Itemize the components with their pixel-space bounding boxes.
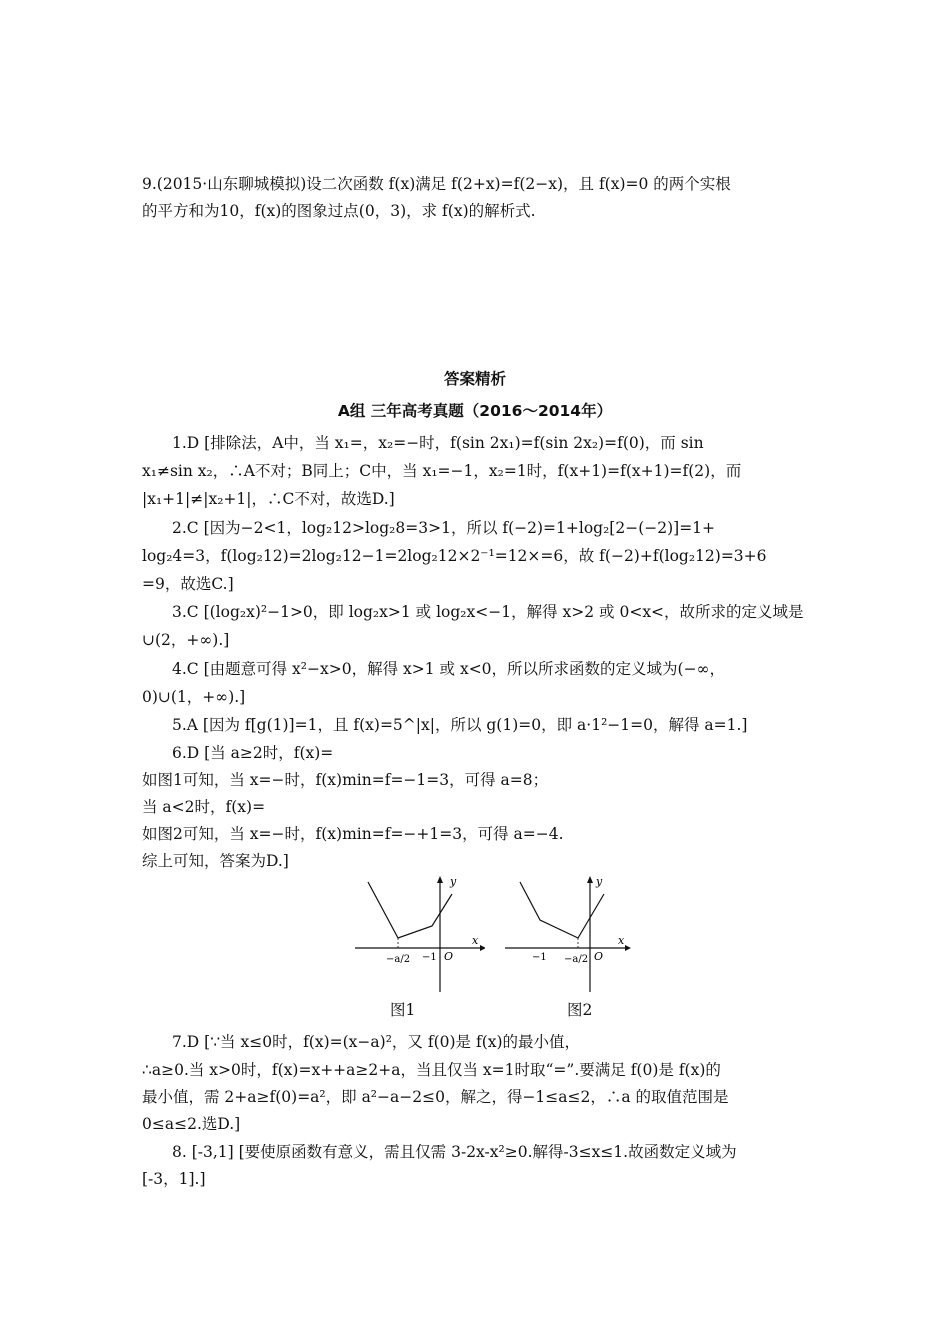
y-axis-label: y bbox=[596, 875, 603, 888]
y-axis-arrow bbox=[587, 876, 593, 883]
figure-2-graph bbox=[500, 872, 635, 997]
answer-6-line-3: 当 a<2时，f(x)= bbox=[142, 798, 266, 816]
answer-7-line-2: ∴a≥0.当 x>0时，f(x)=x++a≥2+a，当且仅当 x=1时取“=”.要满足 f(0)是 f(x)的 bbox=[142, 1061, 721, 1079]
x-axis-arrow bbox=[480, 945, 485, 951]
answer-5-line-1: 5.A [因为 f[g(1)]=1，且 f(x)=5^|x|，所以 g(1)=0，即 a·1²−1=0，解得 a=1.] bbox=[172, 716, 748, 734]
answers-title: 答案精析 bbox=[443, 370, 506, 388]
figure-2-caption: 图2 bbox=[567, 1001, 593, 1019]
answer-2-line-3: =9，故选C.] bbox=[142, 575, 234, 593]
tick-label-neg-1: −1 bbox=[532, 952, 547, 963]
answer-1-line-2: x₁≠sin x₂，∴A不对；B同上；C中，当 x₁=−1，x₂=1时，f(x+1)=f(x+1)=f(2)，而 bbox=[142, 462, 742, 480]
x-axis-label: x bbox=[618, 934, 625, 947]
tick-label-neg-a-half: −a/2 bbox=[564, 954, 589, 965]
group-title: A组 三年高考真题（2016～2014年） bbox=[337, 402, 613, 420]
problem-9-line-2: 的平方和为10，f(x)的图象过点(0，3)，求 f(x)的解析式. bbox=[142, 202, 536, 220]
answer-3-line-1: 3.C [(log₂x)²−1>0，即 log₂x>1 或 log₂x<−1，解得 x>2 或 0<x<，故所求的定义域是 bbox=[172, 603, 804, 621]
answer-7-line-4: 0≤a≤2.选D.] bbox=[142, 1115, 241, 1133]
answer-1-line-3: |x₁+1|≠|x₂+1|，∴C不对，故选D.] bbox=[142, 490, 395, 508]
x-axis-arrow bbox=[625, 945, 631, 951]
answer-4-line-2: 0)∪(1，+∞).] bbox=[142, 688, 246, 706]
function-curve bbox=[520, 882, 604, 938]
y-axis-label: y bbox=[450, 875, 457, 888]
y-axis-arrow bbox=[437, 876, 443, 883]
answer-8-line-1: 8. [-3,1] [要使原函数有意义，需且仅需 3-2x-x²≥0.解得-3≤x≤1.故函数定义域为 bbox=[172, 1143, 737, 1161]
answer-6-line-5: 综上可知，答案为D.] bbox=[142, 852, 289, 870]
function-curve bbox=[368, 882, 452, 938]
answer-8-line-2: [-3，1].] bbox=[142, 1170, 206, 1188]
x-axis-label: x bbox=[472, 934, 479, 947]
tick-label-neg-a-half: −a/2 bbox=[386, 954, 411, 965]
answer-4-line-1: 4.C [由题意可得 x²−x>0，解得 x>1 或 x<0，所以所求函数的定义域为(−∞， bbox=[172, 660, 725, 678]
answer-6-line-4: 如图2可知，当 x=−时，f(x)min=f=−+1=3，可得 a=−4. bbox=[142, 825, 564, 843]
answer-7-line-3: 最小值，需 2+a≥f(0)=a²，即 a²−a−2≤0，解之，得−1≤a≤2，∴a 的取值范围是 bbox=[142, 1088, 729, 1106]
figure-1-caption: 图1 bbox=[390, 1001, 416, 1019]
answer-7-line-1: 7.D [∵当 x≤0时，f(x)=(x−a)²，又 f(0)是 f(x)的最小值， bbox=[172, 1033, 581, 1051]
figure-1-graph bbox=[350, 872, 485, 997]
answer-2-line-2: log₂4=3，f(log₂12)=2log₂12−1=2log₂12×2⁻¹=12×=6，故 f(−2)+f(log₂12)=3+6 bbox=[142, 547, 767, 565]
origin-label: O bbox=[594, 950, 604, 963]
answer-6-line-1: 6.D [当 a≥2时，f(x)= bbox=[172, 744, 334, 762]
answer-3-line-2: ∪(2，+∞).] bbox=[142, 631, 230, 649]
origin-label: O bbox=[444, 950, 454, 963]
answer-2-line-1: 2.C [因为−2<1，log₂12>log₂8=3>1，所以 f(−2)=1+log₂[2−(−2)]=1+ bbox=[172, 519, 716, 537]
answer-6-line-2: 如图1可知，当 x=−时，f(x)min=f=−1=3，可得 a=8； bbox=[142, 771, 549, 789]
answer-1-line-1: 1.D [排除法，A中，当 x₁=，x₂=−时，f(sin 2x₁)=f(sin 2x₂)=f(0)，而 sin bbox=[172, 434, 704, 452]
problem-9-line-1: 9.(2015·山东聊城模拟)设二次函数 f(x)满足 f(2+x)=f(2−x)，且 f(x)=0 的两个实根 bbox=[142, 175, 731, 193]
tick-label-neg-1: −1 bbox=[422, 952, 437, 963]
